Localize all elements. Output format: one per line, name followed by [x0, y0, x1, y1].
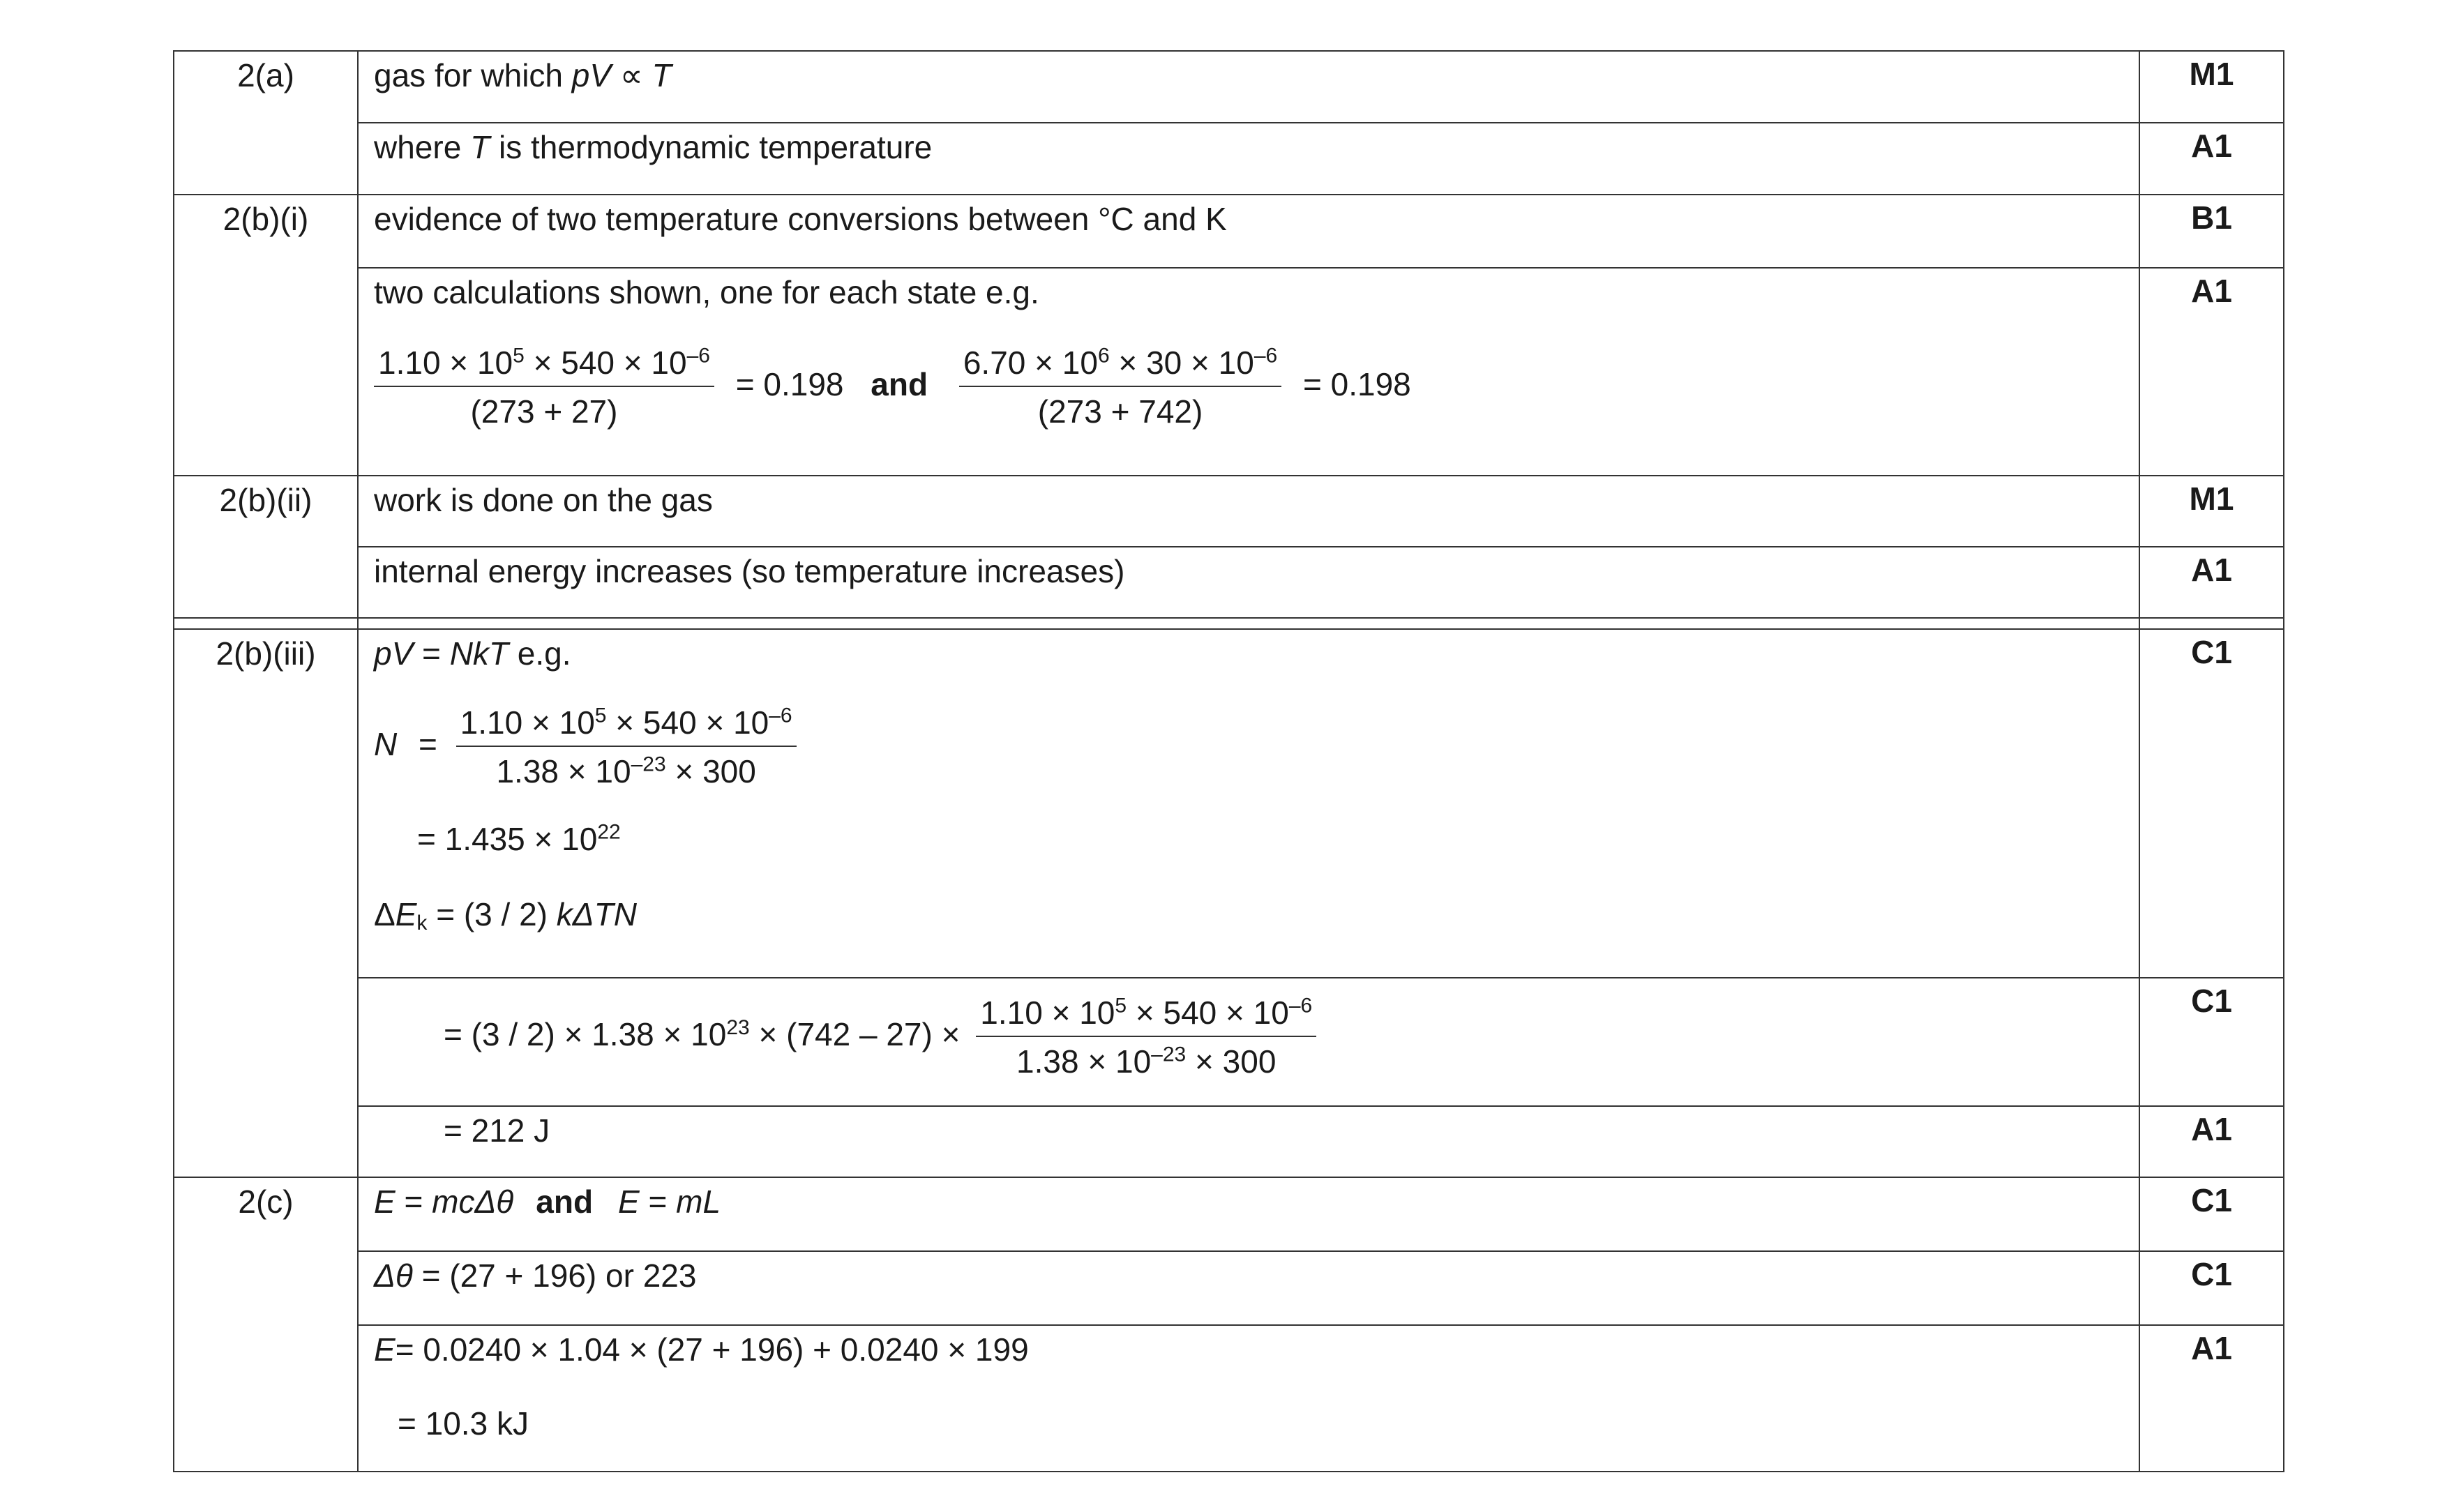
- question-number: 2(b)(iii): [174, 629, 358, 1177]
- mark-code: B1: [2139, 195, 2284, 268]
- question-number: 2(b)(ii): [174, 476, 358, 618]
- exponent: –6: [1288, 994, 1313, 1018]
- and-text: and: [871, 366, 928, 403]
- mark-scheme-table: [173, 50, 2284, 1472]
- row-separator: [174, 618, 2284, 629]
- answer-text-part: = (3 / 2): [427, 896, 557, 932]
- den-part: × 300: [665, 753, 756, 789]
- equals-sign: =: [639, 1184, 677, 1220]
- symbol-ml: mL: [676, 1184, 721, 1220]
- table-row: [174, 1251, 2284, 1325]
- result-text: = 0.198: [1303, 366, 1411, 403]
- equals-sign: =: [413, 635, 450, 672]
- mark-code: C1: [2139, 1177, 2284, 1251]
- symbol-t: T: [652, 57, 672, 93]
- fraction: [456, 702, 797, 792]
- equation-line: [374, 1330, 2139, 1369]
- exponent: 5: [513, 344, 525, 368]
- mark-code: A1: [2139, 123, 2284, 195]
- mark-code: A1: [2139, 547, 2284, 618]
- subscript: k: [416, 912, 428, 935]
- fraction: [959, 342, 1281, 432]
- equation-line: [374, 634, 2139, 673]
- answer-text: work is done on the gas: [358, 476, 2139, 547]
- answer-text: two calculations shown, one for each state e.g.: [374, 274, 1039, 310]
- symbol-t: T: [470, 129, 490, 165]
- equation-line: [358, 1251, 2139, 1325]
- equation-line: [374, 895, 2139, 934]
- table-row: [174, 123, 2284, 195]
- symbol-nkt: NkT: [449, 635, 509, 672]
- den-part: 1.38 × 10: [1016, 1043, 1152, 1080]
- answer-block: [358, 978, 2139, 1106]
- fraction-denominator: [456, 747, 797, 792]
- fraction: [976, 992, 1316, 1082]
- table-row: [174, 476, 2284, 547]
- exponent: –6: [1253, 344, 1278, 368]
- num-part: × 540 × 10: [1127, 995, 1289, 1031]
- answer-text: = 212 J: [358, 1106, 2139, 1177]
- answer-text-part: e.g.: [509, 635, 571, 672]
- symbol-v: V: [589, 57, 612, 93]
- symbol-pv: pV: [374, 635, 414, 672]
- answer-text: [358, 123, 2139, 195]
- result-text: = 0.198: [735, 366, 844, 403]
- equation-line: [358, 1177, 2139, 1251]
- answer-text: [358, 51, 2139, 123]
- delta-symbol: Δ: [374, 896, 396, 932]
- num-part: 1.10 × 10: [378, 345, 513, 381]
- num-part: 1.10 × 10: [460, 704, 595, 741]
- mark-code: A1: [2139, 1106, 2284, 1177]
- fraction-denominator: [976, 1037, 1316, 1082]
- symbol-e: E: [618, 1184, 640, 1220]
- mark-code: M1: [2139, 51, 2284, 123]
- answer-text-part: where: [374, 129, 471, 165]
- exponent: –6: [686, 344, 710, 368]
- equation-line: [374, 992, 2139, 1082]
- fraction-numerator: [456, 702, 797, 747]
- question-number: 2(c): [174, 1177, 358, 1472]
- fraction-numerator: [959, 342, 1281, 387]
- answer-text-part: gas for which: [374, 57, 572, 93]
- num-part: 6.70 × 10: [963, 345, 1098, 381]
- separator-cell: [358, 618, 2139, 629]
- table-row: [174, 1177, 2284, 1251]
- symbol-p: p: [571, 57, 590, 93]
- mark-code: A1: [2139, 268, 2284, 476]
- num-part: × 30 × 10: [1109, 345, 1254, 381]
- equation-line: [374, 819, 2139, 859]
- question-number: 2(a): [174, 51, 358, 195]
- table-row: [174, 629, 2284, 978]
- answer-block: [358, 629, 2139, 978]
- and-text: and: [536, 1184, 594, 1220]
- answer-block: [358, 268, 2139, 476]
- exponent: –23: [1151, 1043, 1187, 1066]
- table-row: [174, 547, 2284, 618]
- answer-text: internal energy increases (so temperature increases): [358, 547, 2139, 618]
- exponent: 23: [726, 1015, 750, 1039]
- exponent: –23: [631, 753, 666, 776]
- mark-code: M1: [2139, 476, 2284, 547]
- symbol-delta-theta: Δθ: [374, 1257, 413, 1294]
- equation-line: [374, 702, 2139, 792]
- separator-cell: [2139, 618, 2284, 629]
- table-row: [174, 1325, 2284, 1472]
- exponent: 22: [597, 820, 621, 844]
- answer-text-part: × (742 – 27) ×: [749, 1016, 961, 1053]
- mark-code: C1: [2139, 629, 2284, 978]
- num-part: × 540 × 10: [606, 704, 769, 741]
- exponent: 5: [594, 704, 607, 727]
- table-row: [174, 51, 2284, 123]
- fraction-denominator: (273 + 742): [1037, 393, 1203, 430]
- table-row: [174, 978, 2284, 1106]
- answer-text-part: = (3 / 2) × 1.38 × 10: [444, 1016, 727, 1053]
- fraction-numerator: [374, 342, 714, 387]
- answer-text-part: = 0.0240 × 1.04 × (27 + 196) + 0.0240 × 199: [395, 1331, 1029, 1368]
- separator-cell: [174, 618, 358, 629]
- exponent: 6: [1097, 344, 1110, 368]
- proportional-sign: ∝: [611, 57, 652, 93]
- fraction-numerator: [976, 992, 1316, 1037]
- mark-code: C1: [2139, 978, 2284, 1106]
- exponent: 5: [1115, 994, 1127, 1018]
- question-number: 2(b)(i): [174, 195, 358, 476]
- equals-sign: =: [395, 1184, 432, 1220]
- exponent: –6: [769, 704, 792, 727]
- num-part: × 540 × 10: [524, 345, 687, 381]
- den-part: 1.38 × 10: [496, 753, 631, 789]
- symbol-e: E: [395, 896, 417, 932]
- table-row: [174, 268, 2284, 476]
- fraction: [374, 342, 714, 432]
- result-text: = 10.3 kJ: [398, 1405, 529, 1442]
- answer-text-part: is thermodynamic temperature: [490, 129, 933, 165]
- symbol-e: E: [374, 1184, 396, 1220]
- num-part: 1.10 × 10: [980, 995, 1115, 1031]
- table-row: [174, 1106, 2284, 1177]
- table-row: [174, 195, 2284, 268]
- answer-text: evidence of two temperature conversions between °C and K: [358, 195, 2139, 268]
- fraction-denominator: (273 + 27): [470, 393, 618, 430]
- symbol-e: E: [374, 1331, 396, 1368]
- symbol-n: N: [374, 726, 398, 763]
- mark-code: A1: [2139, 1325, 2284, 1472]
- equals-sign: =: [419, 726, 437, 763]
- den-part: × 300: [1186, 1043, 1277, 1080]
- answer-text-part: = (27 + 196) or 223: [412, 1257, 697, 1294]
- equation-line: [374, 342, 2139, 432]
- answer-block: [358, 1325, 2139, 1472]
- result-text: = 1.435 × 10: [417, 821, 598, 857]
- symbol-mcdt: mcΔθ: [432, 1184, 514, 1220]
- mark-code: C1: [2139, 1251, 2284, 1325]
- symbol-ktn: kΔTN: [556, 896, 637, 932]
